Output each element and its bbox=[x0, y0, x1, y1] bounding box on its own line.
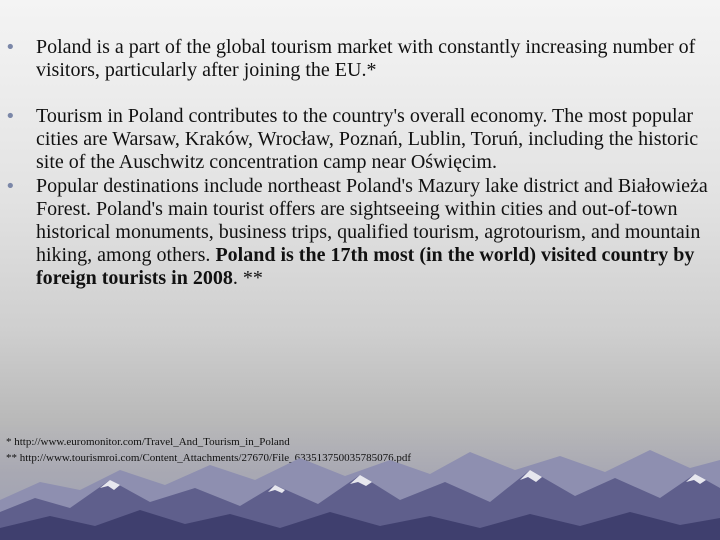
bullet-icon: • bbox=[5, 37, 16, 58]
mountain-range-illustration bbox=[0, 430, 720, 540]
bullet-item-1 bbox=[0, 36, 716, 82]
bullet-item-3 bbox=[0, 175, 716, 290]
bullet-text-1: Poland is a part of the global tourism market with constantly increasing number of visitors, particularly after joining the EU.* bbox=[36, 36, 696, 81]
bullet-text-3-bold: Poland is the 17th most (in the world) visited country by foreign tourists in 2008 bbox=[36, 244, 695, 289]
bullet-icon: • bbox=[5, 176, 16, 197]
bullet-text-2: Tourism in Poland contributes to the country's overall economy. The most popular cities are Warsaw, Kraków, Wrocław, Poznań, Lublin, Toruń, including the historic site of the Auschwitz concentration camp near Oświęcim. bbox=[36, 105, 699, 173]
bullet-list bbox=[0, 36, 716, 290]
bullet-icon: • bbox=[5, 106, 16, 127]
bullet-text-3-end: . ** bbox=[232, 267, 263, 289]
bullet-item-2 bbox=[0, 105, 716, 174]
footnote-1[interactable]: * http://www.euromonitor.com/Travel_And_Tourism_in_Poland bbox=[6, 436, 290, 448]
bullet-text-3: Popular destinations include northeast Poland's Mazury lake district and Białowieża Forest. Poland's main tourist offers are sightseeing within cities and out-of-town historical monuments, business trips, qualified tourism, agrotourism, and mountain hiking, among others. bbox=[36, 175, 708, 266]
footnote-2[interactable]: ** http://www.tourismroi.com/Content_Attachments/27670/File_633513750035785076.pdf bbox=[6, 452, 412, 464]
